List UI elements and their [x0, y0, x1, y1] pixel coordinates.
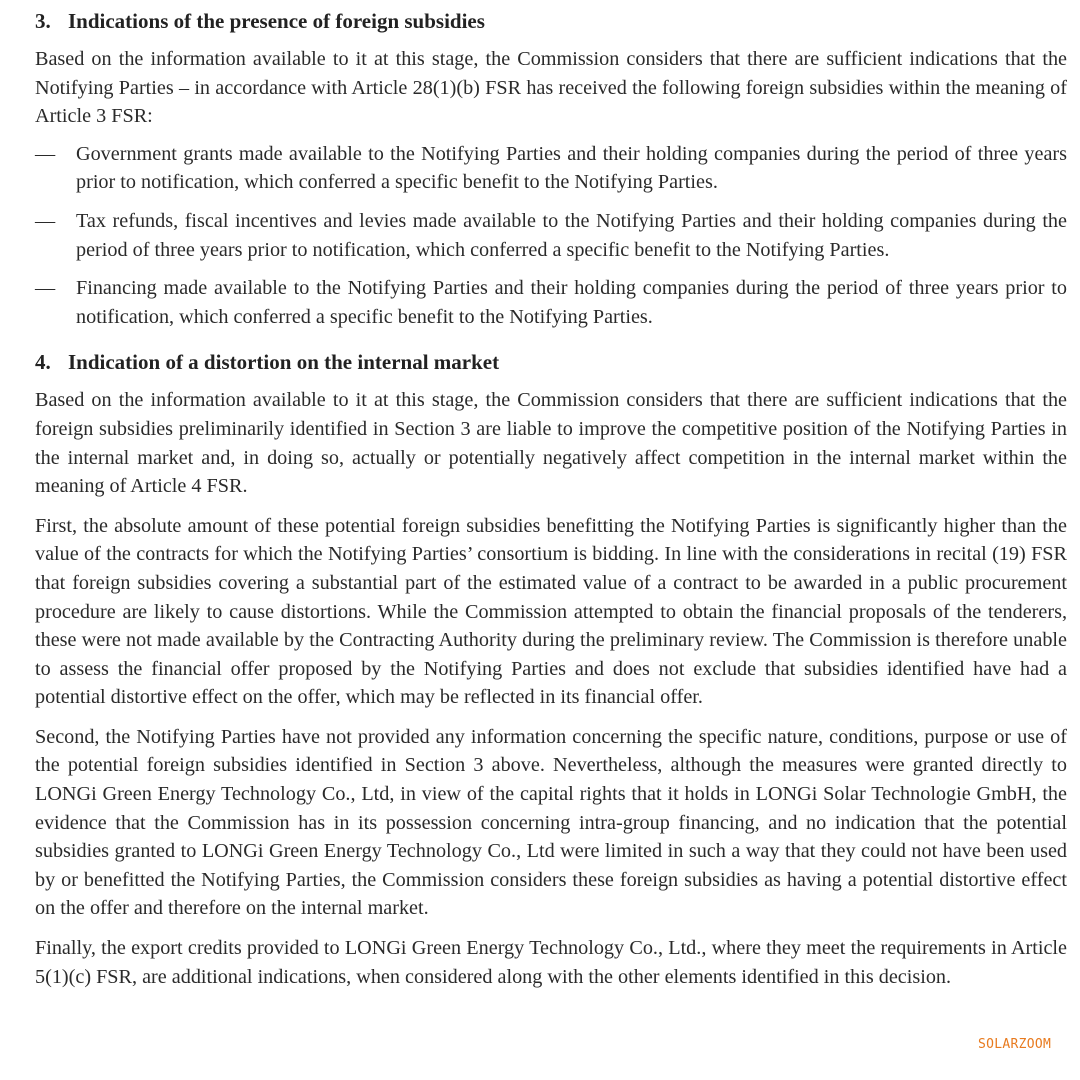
list-item-text: Financing made available to the Notifying Parties and their holding companies during the period of three years prior to notification, which conferred a specific benefit to the Notifying Parties.	[76, 277, 1067, 328]
first-argument-paragraph: First, the absolute amount of these potential foreign subsidies benefitting the Notifying Parties is significantly higher than the value of the contracts for which the Notifying Parties’ consortium is bidding. In line with the considerations in recital (19) FSR that foreign subsidies covering a substantial part of the estimated value of a contract to be awarded in a public procurement procedure are likely to cause distortions. While the Commission attempted to obtain the financial proposals of the tenderers, these were not made available by the Contracting Authority during the preliminary review. The Commission is therefore unable to assess the financial offer proposed by the Notifying Parties and does not exclude that subsidies identified have had a potential distortive effect on the offer, which may be reflected in its financial offer.	[35, 514, 1067, 709]
em-dash-bullet-icon: —	[35, 142, 56, 165]
section-3-number: 3.	[35, 9, 51, 33]
document-page	[35, 6, 1067, 991]
list-item	[35, 140, 1067, 197]
section-4-title: Indication of a distortion on the internal market	[68, 350, 500, 375]
section-3-intro-paragraph: Based on the information available to it at this stage, the Commission considers that there are sufficient indications that the Notifying Parties – in accordance with Article 28(1)(b) FSR has received the following foreign subsidies within the meaning of Article 3 FSR:	[35, 48, 1067, 128]
solarzoom-watermark: SOLARZOOM	[978, 1037, 1052, 1052]
section-4-number: 4.	[35, 350, 51, 375]
section-3-title: Indications of the presence of foreign subsidies	[68, 9, 485, 33]
second-argument-paragraph: Second, the Notifying Parties have not provided any information concerning the specific nature, conditions, purpose or use of the potential foreign subsidies identified in Section 3 above. Nevertheless, although the measures were granted directly to LONGi Green Energy Technology Co., Ltd, in view of the capital rights that it holds in LONGi Solar Technologie GmbH, the evidence that the Commission has in its possession concerning intra-group financing, and no indication that the potential subsidies granted to LONGi Green Energy Technology Co., Ltd were limited in such a way that they could not have been used by or benefitted the Notifying Parties, the Commission considers these foreign subsidies as having a potential distortive effect on the offer and therefore on the internal market.	[35, 725, 1067, 920]
section-4-heading	[35, 347, 1067, 377]
subsidy-list	[35, 140, 1067, 332]
list-item	[35, 207, 1067, 264]
list-item	[35, 274, 1067, 331]
em-dash-bullet-icon: —	[35, 277, 56, 300]
section-4-intro-paragraph: Based on the information available to it at this stage, the Commission considers that there are sufficient indications that the foreign subsidies preliminarily identified in Section 3 are liable to improve the competitive position of the Notifying Parties in the internal market and, in doing so, actually or potentially negatively affect competition in the internal market within the meaning of Article 4 FSR.	[35, 389, 1067, 498]
list-item-text: Tax refunds, fiscal incentives and levies made available to the Notifying Parties and their holding companies during the period of three years prior to notification, which conferred a specific benefit to the Notifying Parties.	[76, 209, 1067, 261]
em-dash-bullet-icon: —	[35, 209, 56, 232]
list-item-text: Government grants made available to the Notifying Parties and their holding companies during the period of three years prior to notification, which conferred a specific benefit to the Notifying Parties.	[76, 142, 1067, 194]
section-3-heading	[35, 6, 1067, 36]
final-argument-paragraph: Finally, the export credits provided to LONGi Green Energy Technology Co., Ltd., where they meet the requirements in Article 5(1)(c) FSR, are additional indications, when considered along with the other elements identified in this decision.	[35, 937, 1067, 988]
